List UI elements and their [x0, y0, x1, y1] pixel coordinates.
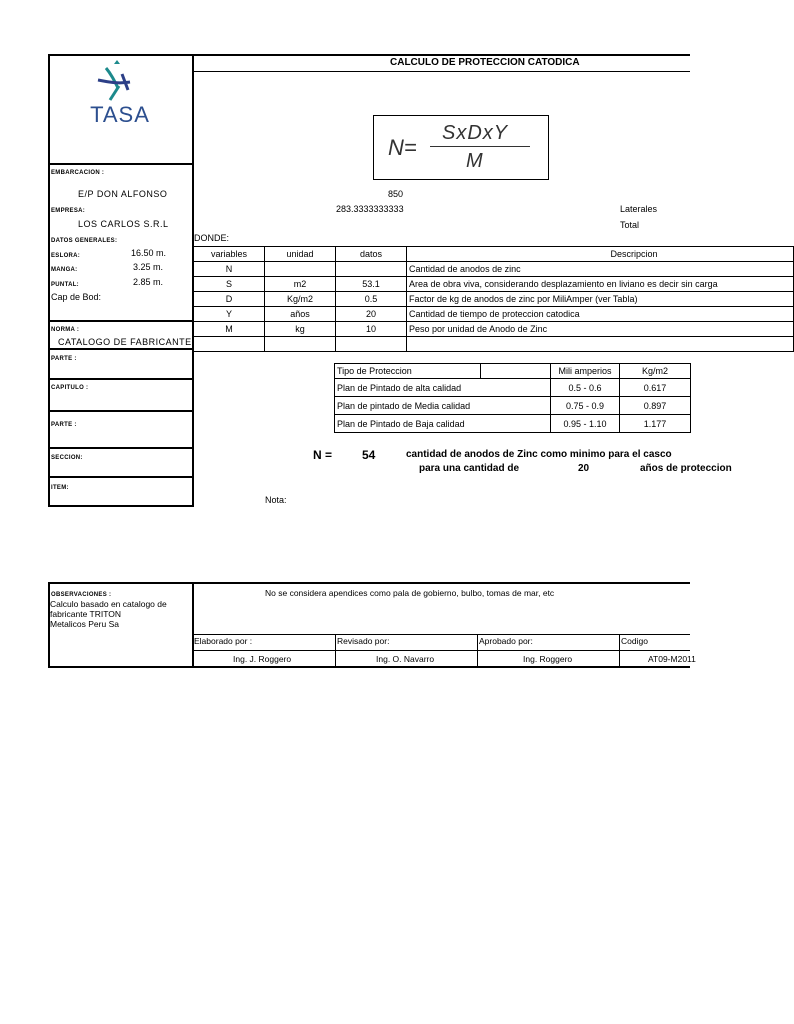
empresa-value: LOS CARLOS S.R.L: [78, 219, 169, 229]
header-datos: datos: [336, 247, 407, 262]
laterales-label: Laterales: [620, 204, 658, 214]
table-row: Plan de Pintado de Baja calidad 0.95 - 1.10 1.177: [335, 415, 691, 433]
cap-bod-label: Cap de Bod:: [51, 292, 102, 302]
formula-lhs: N=: [388, 135, 417, 160]
item-label: ITEM:: [51, 485, 69, 491]
capitulo-label: CAPITULO :: [51, 385, 89, 391]
empresa-label: EMPRESA:: [51, 208, 86, 214]
eslora-label: ESLORA:: [51, 253, 81, 259]
norma-value: CATALOGO DE FABRICANTE: [58, 337, 192, 347]
revisado-value: Ing. O. Navarro: [376, 654, 435, 664]
frame-left: [48, 54, 50, 506]
puntal-label: PUNTAL:: [51, 282, 79, 288]
revisado-label: Revisado por:: [337, 636, 390, 646]
seccion-label: SECCION:: [51, 455, 83, 461]
observaciones-line-3: Metalicos Peru Sa: [50, 619, 119, 629]
donde-label: DONDE:: [194, 233, 230, 243]
result-line1: cantidad de anodos de Zinc como minimo para el casco: [406, 449, 672, 460]
formula-denominator: M: [466, 150, 483, 172]
observaciones-line-1: Calculo basado en catalogo de: [50, 599, 167, 609]
observaciones-label: OBSERVACIONES :: [51, 592, 112, 598]
elaborado-label: Elaborado por :: [194, 636, 253, 646]
header-mili-amperios: Mili amperios: [551, 364, 620, 379]
header-variables: variables: [194, 247, 265, 262]
manga-label: MANGA:: [51, 267, 78, 273]
table-row: Y años 20 Cantidad de tiempo de proteccion catodica: [194, 307, 794, 322]
variables-table: [193, 246, 794, 352]
result-n-value: 54: [362, 448, 376, 462]
table-row: D Kg/m2 0.5 Factor de kg de anodos de zinc por MiliAmper (ver Tabla): [194, 292, 794, 307]
aprobado-value: Ing. Roggero: [523, 654, 573, 664]
aprobado-label: Aprobado por:: [479, 636, 533, 646]
table-row: Plan de Pintado de alta calidad 0.5 - 0.6 0.617: [335, 379, 691, 397]
header-unidad: unidad: [265, 247, 336, 262]
puntal-value: 2.85 m.: [133, 277, 164, 287]
value-850: 850: [388, 189, 404, 199]
tasa-logo-icon: [84, 60, 154, 106]
logo-text: TASA: [90, 102, 150, 127]
elaborado-value: Ing. J. Roggero: [233, 654, 292, 664]
formula-box: [373, 115, 549, 180]
formula-numerator: SxDxY: [442, 122, 509, 144]
result-n-label: N =: [313, 448, 333, 462]
observation-note: No se considera apendices como pala de gobierno, bulbo, tomas de mar, etc: [265, 588, 555, 598]
table-row: M kg 10 Peso por unidad de Anodo de Zinc: [194, 322, 794, 337]
parte-label-2: PARTE :: [51, 422, 77, 428]
header-tipo-proteccion: Tipo de Proteccion: [335, 364, 481, 379]
result-years: 20: [578, 463, 590, 474]
page-title: CALCULO DE PROTECCION CATODICA: [390, 57, 580, 68]
eslora-value: 16.50 m.: [131, 248, 167, 258]
parte-label: PARTE :: [51, 356, 77, 362]
observaciones-line-2: fabricante TRITON: [50, 609, 122, 619]
result-line2-a: para una cantidad de: [419, 463, 520, 474]
embarcacion-label: EMBARCACION :: [51, 170, 105, 176]
header-kgm2: Kg/m2: [620, 364, 691, 379]
table-row: Plan de pintado de Media calidad 0.75 - 0.9 0.897: [335, 397, 691, 415]
manga-value: 3.25 m.: [133, 262, 164, 272]
norma-label: NORMA :: [51, 327, 80, 333]
frame-top: [48, 54, 690, 56]
codigo-label: Codigo: [621, 636, 648, 646]
table-row: N Cantidad de anodos de zinc: [194, 262, 794, 277]
result-line2-b: años de proteccion: [640, 463, 732, 474]
header-descripcion: Descripcion: [407, 247, 794, 262]
embarcacion-value: E/P DON ALFONSO: [78, 189, 168, 199]
datos-generales-label: DATOS GENERALES:: [51, 238, 118, 244]
title-underline: [193, 71, 690, 72]
protection-table: [334, 363, 691, 433]
variables-table-wrap: [193, 246, 718, 350]
codigo-value: AT09-M2011: [648, 654, 696, 664]
table-row: S m2 53.1 Area de obra viva, considerando desplazamiento en liviano es decir sin carga: [194, 277, 794, 292]
value-283: 283.3333333333: [336, 204, 404, 214]
total-label: Total: [620, 220, 640, 230]
nota-label: Nota:: [265, 495, 287, 505]
